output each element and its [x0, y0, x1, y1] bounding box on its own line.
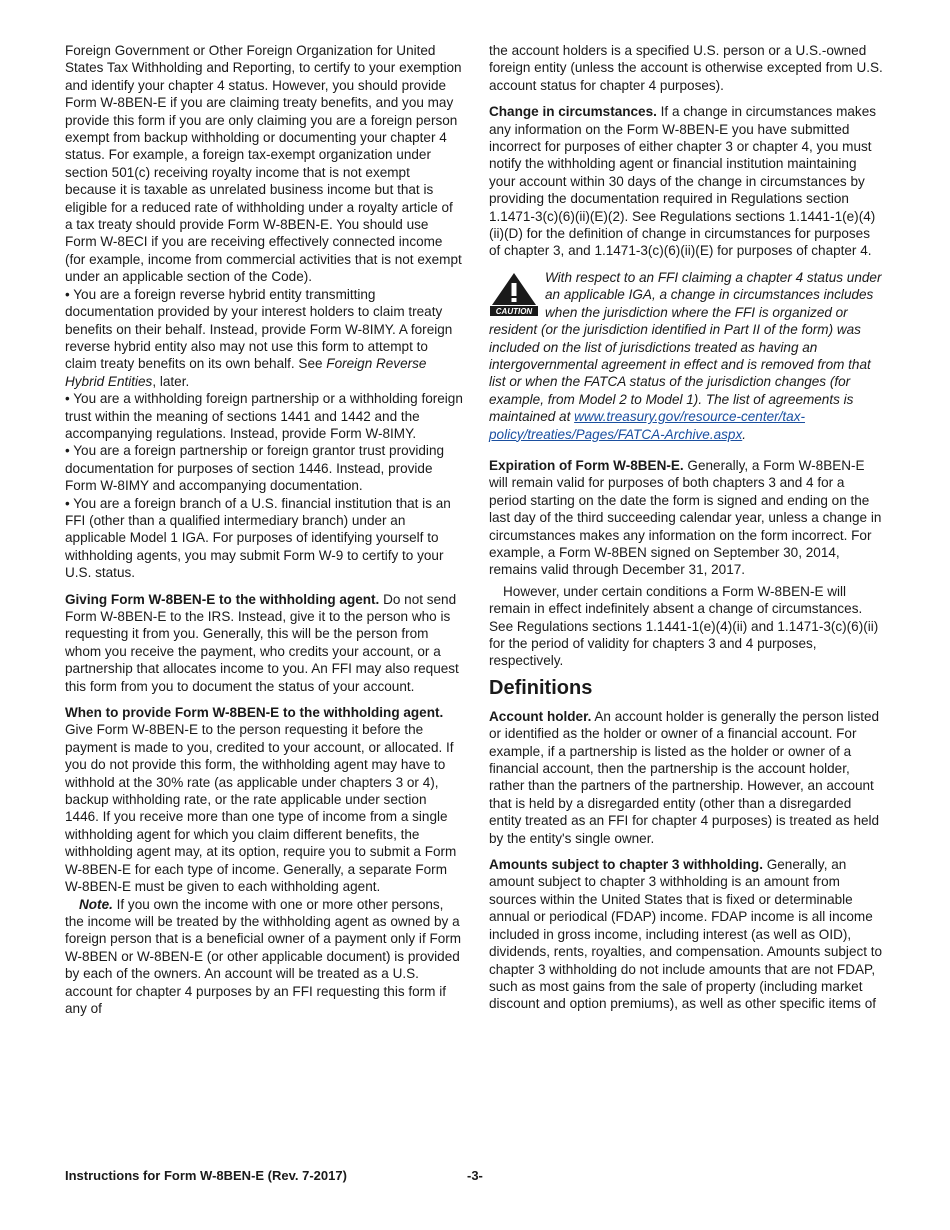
change-circumstances-text: If a change in circumstances makes any information on the Form W-8BEN-E you have submitted incorrect for purposes of either chapter 3 or chapter 4, you must notify the withholding agent or financial institution maintaining your account within 30 days of the change in circumstances by providing the documentation required in Regulations section 1.1471-3(c)(6)(ii)(E)(2). See Regulations sections 1.1441-1(e)(4)(ii)(D) for the definition of change in circumstances for purposes of chapter 3, and 1.1471-3(c)(6)(ii)(E) for purposes of chapter 4.	[489, 104, 876, 259]
note-heading: Note.	[79, 896, 113, 912]
bullet-reverse-hybrid	[65, 286, 463, 390]
left-column	[65, 42, 463, 1017]
bullet-foreign-partnership: • You are a foreign partnership or foreign grantor trust providing documentation for purposes of section 1446. Instead, provide Form W-8IMY and accompanying documentation.	[65, 443, 445, 494]
caution-box	[489, 269, 885, 443]
account-holder-heading: Account holder.	[489, 708, 592, 724]
when-to-provide-text: Give Form W-8BEN-E to the person requesting it before the payment is made to you, credited to your account, or allocated. If you do not provide this form, the withholding agent may have to withhold at the 30% rate (as applicable under chapters 3 or 4), backup withholding rate, or the rate applicable under section 1446. If you receive more than one type of income from a single withholding agent for which you claim different benefits, the withholding agent may, at its option, require you to submit a Form W-8BEN-E for each type of income. Generally, a separate Form W-8BEN-E must be given to each withholding agent.	[65, 722, 457, 895]
amounts-text: Generally, an amount subject to chapter 3 withholding is an amount from sources within the United States that is fixed or determinable annual or periodical (FDAP) income. FDAP income is all income included in gross income, including interest (as well as OID), dividends, rents, royalties, and compensation. Amounts subject to chapter 3 withholding do not include amounts that are not FDAP, such as most gains from the sale of property (including market discount and option premiums), as well as other specific items of	[489, 857, 883, 1012]
amounts-heading: Amounts subject to chapter 3 withholding.	[489, 857, 763, 873]
note-text: If you own the income with one or more other persons, the income will be treated by the withholding agent as owned by a foreign person that is a beneficial owner of a payment only if Form W-8BEN or W-8BEN-E (or other applicable document) is provided by each of the owners. An account will be treated as a U.S. account for chapter 4 purposes by an FFI requesting this form if any of	[65, 896, 462, 1016]
right-column	[489, 42, 885, 1013]
amounts-paragraph	[489, 856, 885, 1013]
caution-end: .	[742, 426, 746, 442]
giving-form-paragraph	[65, 591, 463, 695]
fatca-archive-link[interactable]: www.treasury.gov/resource-center/tax-policy/treaties/Pages/FATCA-Archive.aspx	[489, 409, 805, 442]
expiration-heading: Expiration of Form W-8BEN-E.	[489, 457, 684, 473]
account-holder-text: An account holder is generally the person listed or identified as the holder or owner of a financial account. For example, if a partnership is listed as the holder or owner of a financial account, then the partnership is the account holder, rather than the partners of the partnership. However, an account that is held by a disregarded entity (other than a disregarded entity treated as an FFI for chapter 4 purposes) is treated as held by the entity's single owner.	[489, 708, 880, 846]
continued-paragraph: the account holders is a specified U.S. person or a U.S.-owned foreign entity (unless the account is otherwise excepted from U.S. account status for chapter 4 purposes).	[489, 43, 883, 93]
account-holder-paragraph	[489, 708, 885, 847]
expiration-paragraph	[489, 457, 885, 579]
giving-form-heading: Giving Form W-8BEN-E to the withholding agent.	[65, 591, 380, 607]
when-to-provide-heading: When to provide Form W-8BEN-E to the withholding agent.	[65, 705, 444, 721]
bullet-text-end: , later.	[152, 373, 190, 389]
bullet-text: • You are a foreign reverse hybrid entity transmitting documentation provided by your interest holders to claim treaty benefits on their behalf. Instead, provide Form W-8IMY. A foreign reverse hybrid entity also may not use this form to attempt to claim treaty benefits on its own behalf. See	[65, 286, 453, 372]
intro-paragraph: Foreign Government or Other Foreign Organization for United States Tax Withholding and Reporting, to certify to your exemption and identify your chapter 4 status. However, you should provide Form W-8BEN-E if you are claiming treaty benefits, and you may provide this form if you are only claiming you are a foreign person exempt from backup withholding or documenting your chapter 4 status. For example, a foreign tax-exempt organization under section 501(c) receiving royalty income that is not exempt because it is taxable as unrelated business income but that is eligible for a reduced rate of withholding under a royalty article of a tax treaty should provide Form W-8BEN-E. You should use Form W-8ECI if you are receiving effectively connected income (for example, income from commercial activities that is not exempt under an applicable section of the Code).	[65, 43, 462, 285]
change-circumstances-paragraph	[489, 103, 885, 260]
note-paragraph	[65, 896, 463, 1018]
caution-label: CAUTION	[495, 306, 533, 316]
bullet-emphasis: Foreign Reverse Hybrid Entities	[65, 356, 427, 389]
caution-icon	[489, 271, 539, 317]
bullet-withholding-partnership: • You are a withholding foreign partnership or a withholding foreign trust within the meaning of sections 1441 and 1442 and the accompanying regulations. Instead, provide Form W-8IMY.	[65, 391, 463, 441]
caution-text	[489, 269, 885, 443]
bullet-foreign-branch: • You are a foreign branch of a U.S. financial institution that is an FFI (other than a qualified intermediary branch) under an applicable Model 1 IGA. For purposes of identifying yourself to withholding agents, you may submit Form W-9 to certify to your U.S. status.	[65, 495, 451, 581]
footer-form-title: Instructions for Form W-8BEN-E (Rev. 7-2017)	[65, 1168, 347, 1183]
however-paragraph: However, under certain conditions a Form W-8BEN-E will remain in effect indefinitely absent a change of circumstances. See Regulations sections 1.1441-1(e)(4)(ii) and 1.1471-3(c)(6)(ii) for the period of validity for chapters 3 and 4 purposes, respectively.	[489, 583, 879, 669]
change-circumstances-heading: Change in circumstances.	[489, 104, 657, 120]
definitions-heading: Definitions	[489, 676, 593, 699]
caution-body: With respect to an FFI claiming a chapter 4 status under an applicable IGA, a change in circumstances includes when the jurisdiction where the FFI is organized or resident (or the jurisdiction identified in Part II of the form) was included on the list of jurisdictions treated as having an intergovernmental agreement in effect and is removed from that list or when the FATCA status of the jurisdiction changes (for example, from Model 2 to Model 1). The list of agreements is maintained at	[489, 269, 882, 425]
when-to-provide-paragraph	[65, 704, 463, 895]
footer-page-number: -3-	[467, 1168, 483, 1183]
expiration-text: Generally, a Form W-8BEN-E will remain valid for purposes of both chapters 3 and 4 for a period starting on the date the form is signed and ending on the last day of the third succeeding calendar year, unless a change in circumstances makes any information on the form incorrect. For example, a Form W-8BEN signed on September 30, 2014, remains valid through December 31, 2017.	[489, 457, 882, 578]
giving-form-text: Do not send Form W-8BEN-E to the IRS. Instead, give it to the person who is requesting it from you. Generally, this will be the person from whom you receive the payment, who credits your account, or a partnership that allocates income to you. An FFI may also request this form from you to document the status of your account.	[65, 591, 459, 694]
